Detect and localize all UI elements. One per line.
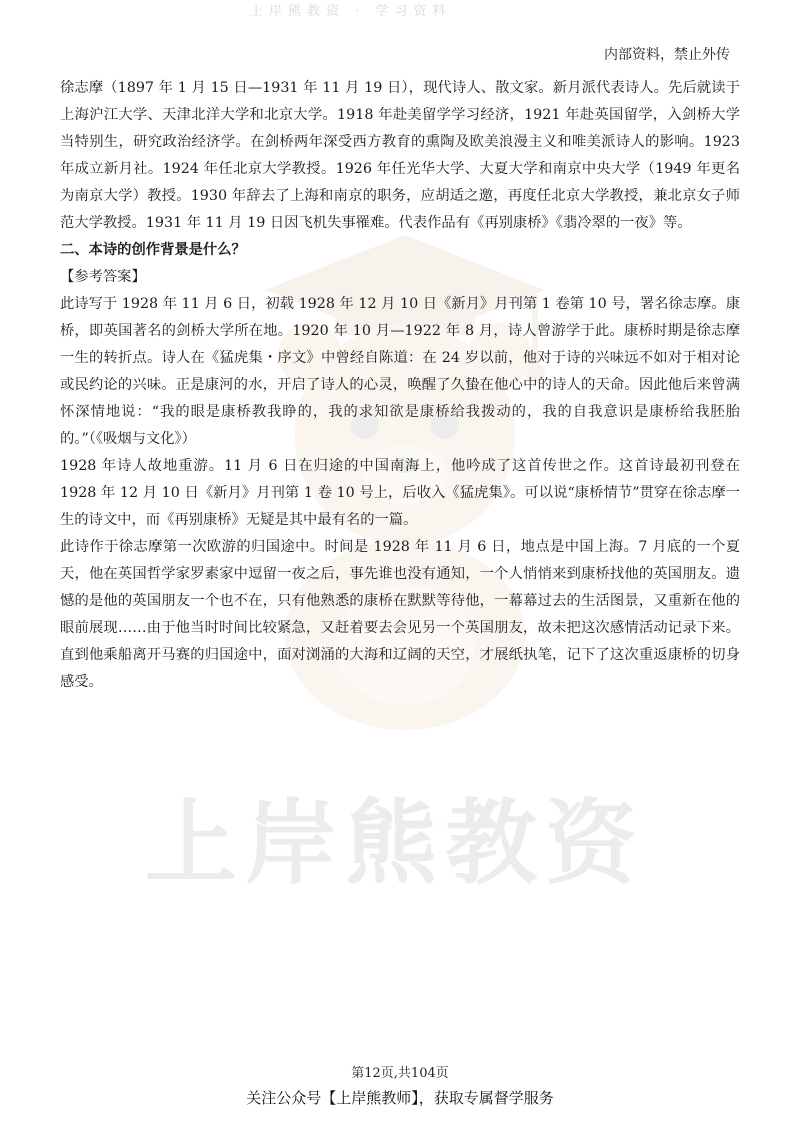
author-biography: 徐志摩（1897 年 1 月 15 日—1931 年 11 月 19 日），现代诗人、散文家。新月派代表诗人。先后就读于上海沪江大学、天津北洋大学和北京大学。1918 年赴美留学学习经济，1921 年赴英国留学，入剑桥大学当特别生，研究政治经济学。在剑桥两年深受西方教育的熏陶及欧美浪漫主义和唯美派诗人的影响。1923 年成立新月社。1924 年任北京大学教授。1926 年任光华大学、大夏大学和南京中央大学（1949 年更名为南京大学）教授。1930 年辞去了上海和南京的职务，应胡适之邀，再度任北京大学教授，兼北京女子师范大学教授。1931 年 11 月 19 日因飞机失事罹难。代表作品有《再别康桥》《翡冷翠的一夜》等。: [60, 80, 740, 231]
footer-promo: 关注公众号【上岸熊教师】，获取专属督学服务: [246, 1089, 554, 1107]
answer-paragraph: 1928 年诗人故地重游。11 月 6 日在归途的中国南海上，他吟成了这首传世之作。这首诗最初刊登在 1928 年 12 月 10 日《新月》月刊第 1 卷 10 号上，后收入《猛虎集》。可以说“康桥情节”贯穿在徐志摩一生的诗文中，而《再别康桥》无疑是其中最有名的一篇。: [60, 458, 740, 528]
watermark-text: 上岸熊教资: [145, 790, 646, 897]
document-body: [60, 75, 740, 696]
answer-paragraph: 此诗写于 1928 年 11 月 6 日，初载 1928 年 12 月 10 日《新月》月刊第 1 卷第 10 号，署名徐志摩。康桥，即英国著名的剑桥大学所在地。1920 年 10 月—1922 年 8 月，诗人曾游学于此。康桥时期是徐志摩一生的转折点。诗人在《猛虎集・序文》中曾经自陈道：在 24 岁以前，他对于诗的兴味远不如对于相对论或民约论的兴味。正是康河的水，开启了诗人的心灵，唤醒了久蛰在他心中的诗人的天命。因此他后来曾满怀深情地说：“我的眼是康桥教我睁的，我的求知欲是康桥给我拨动的，我的自我意识是康桥给我胚胎的。”（《吸烟与文化》）: [60, 296, 740, 447]
page-number: 第12页,共104页: [351, 1066, 449, 1081]
question-heading: 二、本诗的创作背景是什么？: [60, 242, 246, 258]
faded-header-text: 上岸熊教资 · 学习资料: [250, 4, 452, 19]
answer-label: 【参考答案】: [60, 269, 146, 285]
confidential-notice: 内部资料，禁止外传: [604, 47, 730, 63]
answer-paragraph: 此诗作于徐志摩第一次欧游的归国途中。时间是 1928 年 11 月 6 日，地点是中国上海。7 月底的一个夏天，他在英国哲学家罗素家中逗留一夜之后，事先谁也没有通知，一个人悄悄来到康桥找他的英国朋友。遗憾的是他的英国朋友一个也不在，只有他熟悉的康桥在默默等待他，一幕幕过去的生活图景，又重新在他的眼前展现……由于他当时时间比较紧急，又赶着要去会见另一个英国朋友，故未把这次感情活动记录下来。直到他乘船离开马赛的归国途中，面对浏涌的大海和辽阔的天空，才展纸执笔，记下了这次重返康桥的切身感受。: [60, 539, 740, 690]
